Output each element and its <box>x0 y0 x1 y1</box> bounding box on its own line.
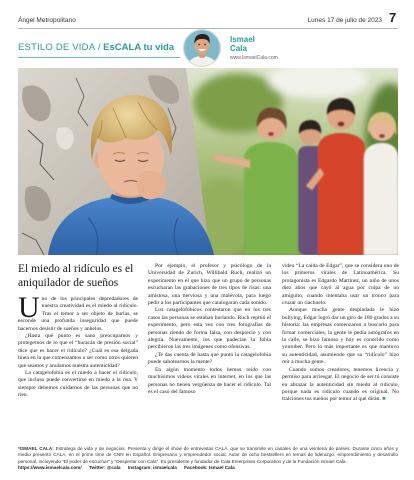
article-paragraph: video “La caída de Edgar”, que se considera uno de los primeros virales de Latinoamérica. Su protagonista es Edgardo Martínez, un niño de unos diez años que cayó al agua por culpa de un amiguito, cuando intentaba usar un tronco para cruzar un riachuelo. <box>282 263 399 307</box>
article-paragraph: En algún momento todos hemos reído con muchísimos videos virales en internet, en los que las personas no tienen vergüenza de hacer el ridículo. Tal es el caso del famoso <box>148 366 271 395</box>
section-category: ESTILO DE VIDA <box>18 42 96 53</box>
author-portrait-icon <box>183 29 221 67</box>
article-title: El miedo al ridículo es el aniquilador de sueños <box>18 263 134 289</box>
article-paragraph: ¿Hasta qué punto es sano preocuparnos y protegernos de lo que el “huracán de presión social” dice que es hacer el ridículo? ¿Cuál es esa delgada línea en la que comenzamos a ser como otros quieren que seamos y anulamos nuestra autenticidad? <box>18 333 138 369</box>
end-mark-icon: ■ <box>382 396 386 403</box>
section-separator: / <box>97 42 101 53</box>
website-link[interactable]: https://www.ismaelcala.com/ <box>18 465 82 471</box>
page-number: 7 <box>389 10 397 25</box>
article-column-2 <box>148 263 271 396</box>
article-column-3 <box>282 263 399 404</box>
column-name: EsCALA tu vida <box>103 42 175 53</box>
bio-text <box>18 446 398 465</box>
issue-date: Lunes 17 de julio de 2023 <box>307 17 382 24</box>
author-bio <box>18 446 398 472</box>
article-paragraph: Los catagelofóbicos contestaron que en los tres casos las personas se estaban burlando. Ruch repitió el experimento, pero esta vez con tres fotografías de personas riendo de forma falsa, con desprecio y con alegría. Nuevamente, los que padecían la fobia percibieron las tres imágenes como ofensivas. <box>148 307 271 351</box>
article-paragraph <box>282 367 399 404</box>
article-paragraph: Por ejemplo, el profesor y psicólogo de la Universidad de Zurich, Willibald Ruch, realizó un experimento en el que hizo que un grupo de personas escucharan las grabaciones de tres tipos de risas: una amistosa, una nerviosa y una malévola, para luego pedir a los participantes que catalogaran cada sonido. <box>148 263 271 307</box>
bio-links <box>18 465 398 471</box>
paragraph-text: no de los principales depredadores de nuestra creatividad es el miedo al ridículo. Tras el temor a ser objeto de burlas, se esconde una profunda inseguridad que puede hacernos desistir de sueños y anhelos. <box>18 296 138 332</box>
article-column-1 <box>18 263 138 400</box>
author-last-name: Cala <box>230 43 247 53</box>
paragraph-text: Cuando somos creadores, tenemos licencia y permiso para arriesgar. El negocio de ser tú consiste en abrazar la autenticidad sin miedo al ridículo, porque nada es ridículo cuando es original. No traiciones tus sueños por temor al qué dirán. <box>282 366 399 403</box>
article-photo <box>18 68 398 255</box>
bio-description: Estratega de vida y de negocios. Presenta y dirige el show de entrevistas CALA, que se transmite en canales de una veintena de países. Durante cinco años y medio presentó CALA, en el prime time de CNN en Español. Empresario y emprendedor social. Autor de ocho bestsellers en temas de liderazgo, emprendimiento y desarrollo personal, incluyendo “El poder de escuchar” y “Despertar con Cala”. Es presidente y fundador de Cala Enterprises Corporation y de la Fundación Ismael Cala. <box>18 446 398 464</box>
author-website-link[interactable]: www.IsmaelCala.com <box>230 55 278 61</box>
drop-cap: U <box>18 291 40 324</box>
article-paragraph: La catagelofobia es el miedo a hacer el ridículo, que incluso puede convertirse en miedo a la risa. Y siempre debemos cuidarnos de las personas que no ríen. <box>18 370 138 399</box>
article-paragraph <box>18 291 138 333</box>
twitter-link[interactable]: Twitter: @cala <box>88 465 121 471</box>
publication-name: Ángel Metropolitano <box>18 17 76 24</box>
author-first-name: Ismael <box>230 35 255 44</box>
author-block <box>230 36 278 61</box>
article-paragraph: Aunque mucha gente despiadada le hizo bullying, Edgar logró dar un giro de 180 grados a su historia: las empresas comenzaron a buscarlo para firmar comerciales, la gente le pedía autógrafos en la calle, se hizo famoso y hoy es conocido como youtuber. Pero lo más importante es que mantuvo su autenticidad, asumiendo que su “ridículo” hizo reír a mucha gente. <box>282 307 399 366</box>
article-photo-illustration <box>18 68 398 255</box>
article-paragraph: ¿Te das cuenta de hasta qué punto la catagelofobia puede sabotearnos la mente? <box>148 351 271 366</box>
instagram-link[interactable]: Instagram: ismaelcala <box>127 465 177 471</box>
section-label <box>18 42 174 53</box>
section-rule <box>18 57 180 58</box>
bio-name: *ISMAEL CALA: <box>18 446 54 451</box>
facebook-link[interactable]: Facebook: Ismael Cala <box>184 465 235 471</box>
author-avatar <box>183 29 221 67</box>
